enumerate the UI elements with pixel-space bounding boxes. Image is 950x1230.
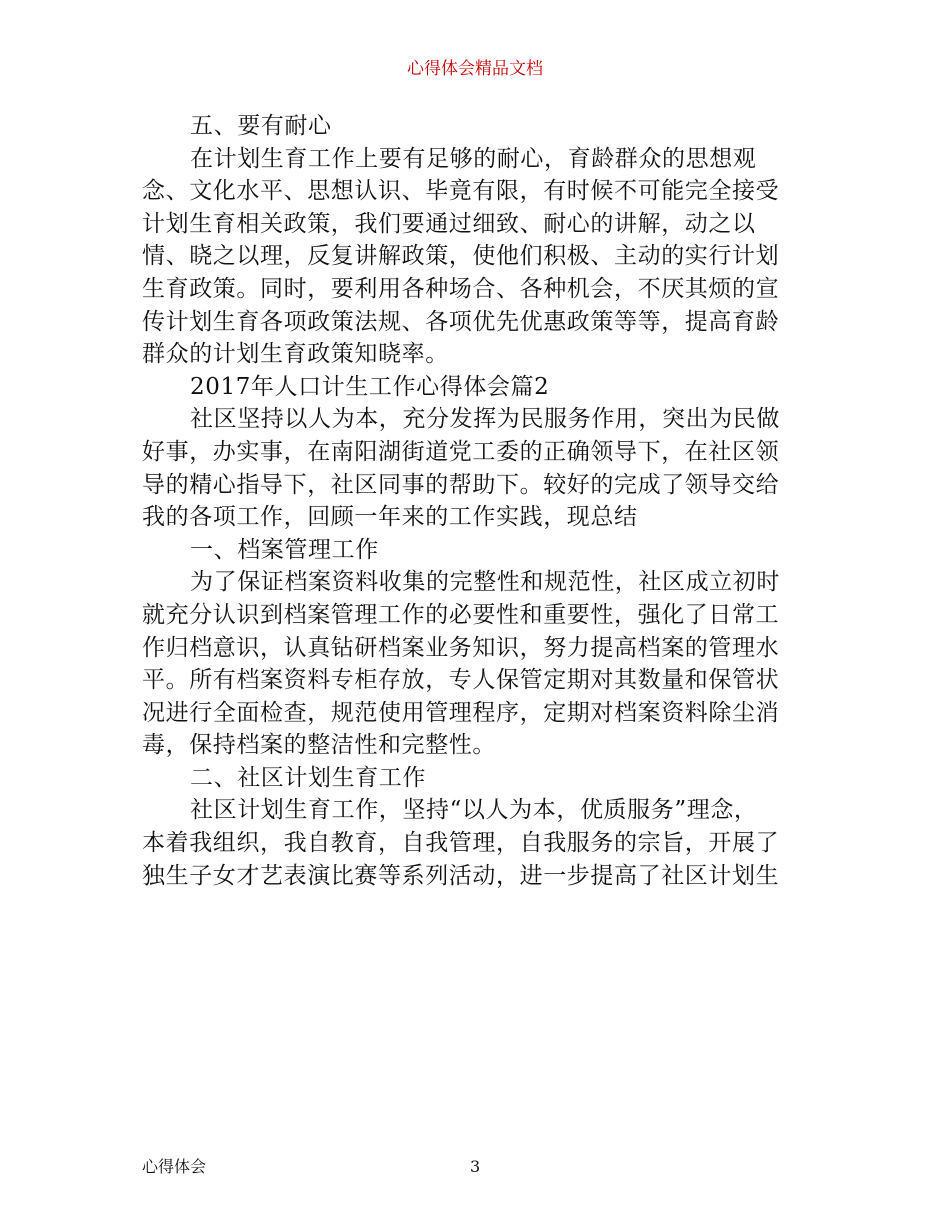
article-title: 2017年人口计生工作心得体会篇2: [190, 373, 550, 400]
section-heading: 一、档案管理工作: [190, 536, 379, 563]
paragraph-line: 群众的计划生育政策知晓率。: [142, 341, 449, 368]
paragraph-line: 在计划生育工作上要有足够的耐心，育龄群众的思想观: [190, 145, 757, 172]
paragraph-line: 社区坚持以人为本，充分发挥为民服务作用，突出为民做: [190, 406, 780, 433]
paragraph-line: 况进行全面检查，规范使用管理程序，定期对档案资料除尘消: [142, 699, 780, 726]
paragraph-line: 就充分认识到档案管理工作的必要性和重要性，强化了日常工: [142, 601, 780, 628]
paragraph-line: 社区计划生育工作，坚持“以人为本，优质服务”理念，: [190, 797, 758, 824]
paragraph-line: 生育政策。同时，要利用各种场合、各种机会，不厌其烦的宣: [142, 275, 780, 302]
page-number: 3: [470, 1157, 481, 1176]
paragraph-line: 本着我组织，我自教育，自我管理，自我服务的宗旨，开展了: [142, 830, 780, 857]
paragraph-line: 毒，保持档案的整洁性和完整性。: [142, 732, 496, 759]
paragraph-line: 为了保证档案资料收集的完整性和规范性，社区成立初时: [190, 569, 780, 596]
section-heading: 五、要有耐心: [190, 113, 332, 139]
paragraph-line: 情、晓之以理，反复讲解政策，使他们积极、主动的实行计划: [142, 243, 780, 270]
paragraph-line: 念、文化水平、思想认识、毕竟有限，有时候不可能完全接受: [142, 178, 780, 205]
section-heading: 二、社区计划生育工作: [190, 764, 426, 791]
paragraph-line: 计划生育相关政策，我们要通过细致、耐心的讲解，动之以: [142, 210, 756, 237]
footer-label: 心得体会: [142, 1157, 207, 1176]
paragraph-line: 平。所有档案资料专柜存放，专人保管定期对其数量和保管状: [142, 667, 780, 694]
paragraph-line: 独生子女才艺表演比赛等系列活动，进一步提高了社区计划生: [142, 862, 780, 889]
paragraph-line: 传计划生育各项政策法规、各项优先优惠政策等等，提高育龄: [142, 308, 780, 335]
document-body: [142, 110, 814, 892]
paragraph-line: 我的各项工作，回顾一年来的工作实践，现总结: [142, 504, 638, 531]
paragraph-line: 作归档意识，认真钻研档案业务知识，努力提高档案的管理水: [142, 634, 780, 661]
paragraph-line: 导的精心指导下，社区同事的帮助下。较好的完成了领导交给: [142, 471, 780, 498]
paragraph-line: 好事，办实事，在南阳湖街道党工委的正确领导下，在社区领: [142, 438, 780, 465]
document-header: 心得体会精品文档: [407, 59, 543, 79]
